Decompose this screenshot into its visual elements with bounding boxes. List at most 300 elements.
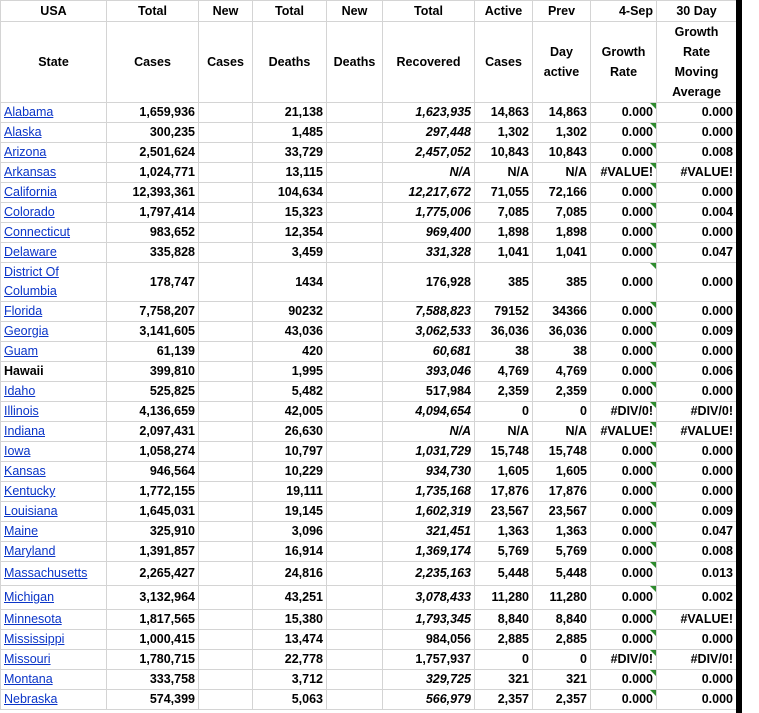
active-cell[interactable]: 5,769 <box>475 542 533 562</box>
avg-cell[interactable]: 0.000 <box>657 103 737 123</box>
total-cases-cell[interactable]: 333,758 <box>107 670 199 690</box>
recovered-cell[interactable]: 321,451 <box>383 522 475 542</box>
new-deaths-cell[interactable] <box>327 362 383 382</box>
avg-cell[interactable]: 0.009 <box>657 502 737 522</box>
total-cases-cell[interactable]: 2,265,427 <box>107 562 199 586</box>
growth-cell[interactable]: 0.000 <box>591 442 657 462</box>
active-cell[interactable]: 36,036 <box>475 322 533 342</box>
recovered-cell[interactable]: 60,681 <box>383 342 475 362</box>
new-deaths-cell[interactable] <box>327 223 383 243</box>
prev-cell[interactable]: 2,359 <box>533 382 591 402</box>
prev-cell[interactable]: 36,036 <box>533 322 591 342</box>
total-cases-cell[interactable]: 61,139 <box>107 342 199 362</box>
avg-cell[interactable]: #VALUE! <box>657 422 737 442</box>
state-cell[interactable]: Arizona <box>1 143 107 163</box>
total-deaths-cell[interactable]: 42,005 <box>253 402 327 422</box>
state-cell[interactable]: Indiana <box>1 422 107 442</box>
recovered-cell[interactable]: 297,448 <box>383 123 475 143</box>
header-cell[interactable]: 4-Sep <box>591 1 657 22</box>
avg-cell[interactable]: 0.008 <box>657 143 737 163</box>
header-cell[interactable]: New <box>327 1 383 22</box>
avg-cell[interactable]: 0.000 <box>657 302 737 322</box>
header-cell[interactable]: Recovered <box>383 22 475 103</box>
header-cell[interactable]: Prev <box>533 1 591 22</box>
prev-cell[interactable]: 8,840 <box>533 610 591 630</box>
avg-cell[interactable]: 0.006 <box>657 362 737 382</box>
total-cases-cell[interactable]: 12,393,361 <box>107 183 199 203</box>
avg-cell[interactable]: 0.000 <box>657 183 737 203</box>
state-cell[interactable]: District Of Columbia <box>1 263 107 302</box>
total-cases-cell[interactable]: 4,136,659 <box>107 402 199 422</box>
active-cell[interactable]: 0 <box>475 402 533 422</box>
total-deaths-cell[interactable]: 15,380 <box>253 610 327 630</box>
active-cell[interactable]: N/A <box>475 163 533 183</box>
prev-cell[interactable]: 14,863 <box>533 103 591 123</box>
avg-cell[interactable]: 0.013 <box>657 562 737 586</box>
new-cases-cell[interactable] <box>199 502 253 522</box>
state-cell[interactable]: Georgia <box>1 322 107 342</box>
avg-cell[interactable]: 0.000 <box>657 462 737 482</box>
state-cell[interactable]: Colorado <box>1 203 107 223</box>
growth-cell[interactable]: 0.000 <box>591 670 657 690</box>
total-cases-cell[interactable]: 335,828 <box>107 243 199 263</box>
new-cases-cell[interactable] <box>199 342 253 362</box>
state-cell[interactable]: Maine <box>1 522 107 542</box>
growth-cell[interactable]: 0.000 <box>591 263 657 302</box>
new-deaths-cell[interactable] <box>327 243 383 263</box>
recovered-cell[interactable]: 1,735,168 <box>383 482 475 502</box>
total-deaths-cell[interactable]: 10,797 <box>253 442 327 462</box>
recovered-cell[interactable]: 4,094,654 <box>383 402 475 422</box>
new-deaths-cell[interactable] <box>327 342 383 362</box>
header-cell[interactable]: Growth Rate Moving Average <box>657 22 737 103</box>
avg-cell[interactable]: 0.000 <box>657 630 737 650</box>
state-cell[interactable]: Alabama <box>1 103 107 123</box>
active-cell[interactable]: 5,448 <box>475 562 533 586</box>
total-cases-cell[interactable]: 2,097,431 <box>107 422 199 442</box>
active-cell[interactable]: 385 <box>475 263 533 302</box>
avg-cell[interactable]: 0.000 <box>657 263 737 302</box>
new-cases-cell[interactable] <box>199 586 253 610</box>
prev-cell[interactable]: 15,748 <box>533 442 591 462</box>
avg-cell[interactable]: #DIV/0! <box>657 402 737 422</box>
new-deaths-cell[interactable] <box>327 482 383 502</box>
total-deaths-cell[interactable]: 33,729 <box>253 143 327 163</box>
header-cell[interactable]: Total <box>383 1 475 22</box>
recovered-cell[interactable]: N/A <box>383 422 475 442</box>
new-cases-cell[interactable] <box>199 103 253 123</box>
active-cell[interactable]: 2,359 <box>475 382 533 402</box>
active-cell[interactable]: 2,357 <box>475 690 533 710</box>
active-cell[interactable]: 1,898 <box>475 223 533 243</box>
total-cases-cell[interactable]: 3,132,964 <box>107 586 199 610</box>
total-cases-cell[interactable]: 399,810 <box>107 362 199 382</box>
growth-cell[interactable]: 0.000 <box>591 143 657 163</box>
new-deaths-cell[interactable] <box>327 630 383 650</box>
total-deaths-cell[interactable]: 22,778 <box>253 650 327 670</box>
header-cell[interactable]: Cases <box>107 22 199 103</box>
state-cell[interactable]: Illinois <box>1 402 107 422</box>
new-deaths-cell[interactable] <box>327 103 383 123</box>
avg-cell[interactable]: 0.047 <box>657 522 737 542</box>
state-cell[interactable]: Massachusetts <box>1 562 107 586</box>
growth-cell[interactable]: 0.000 <box>591 522 657 542</box>
recovered-cell[interactable]: 2,457,052 <box>383 143 475 163</box>
header-cell[interactable]: Active <box>475 1 533 22</box>
new-cases-cell[interactable] <box>199 263 253 302</box>
new-deaths-cell[interactable] <box>327 562 383 586</box>
header-cell[interactable]: Day active <box>533 22 591 103</box>
total-cases-cell[interactable]: 1,772,155 <box>107 482 199 502</box>
total-cases-cell[interactable]: 2,501,624 <box>107 143 199 163</box>
active-cell[interactable]: 10,843 <box>475 143 533 163</box>
new-cases-cell[interactable] <box>199 382 253 402</box>
recovered-cell[interactable]: 3,062,533 <box>383 322 475 342</box>
avg-cell[interactable]: #VALUE! <box>657 163 737 183</box>
new-deaths-cell[interactable] <box>327 690 383 710</box>
active-cell[interactable]: 8,840 <box>475 610 533 630</box>
header-cell[interactable]: 30 Day <box>657 1 737 22</box>
total-deaths-cell[interactable]: 24,816 <box>253 562 327 586</box>
state-cell[interactable]: Connecticut <box>1 223 107 243</box>
recovered-cell[interactable]: 1,775,006 <box>383 203 475 223</box>
active-cell[interactable]: 11,280 <box>475 586 533 610</box>
growth-cell[interactable]: #VALUE! <box>591 163 657 183</box>
prev-cell[interactable]: 2,357 <box>533 690 591 710</box>
header-cell[interactable]: State <box>1 22 107 103</box>
growth-cell[interactable]: 0.000 <box>591 362 657 382</box>
active-cell[interactable]: 79152 <box>475 302 533 322</box>
total-cases-cell[interactable]: 7,758,207 <box>107 302 199 322</box>
new-deaths-cell[interactable] <box>327 670 383 690</box>
header-cell[interactable]: Deaths <box>327 22 383 103</box>
active-cell[interactable]: 7,085 <box>475 203 533 223</box>
new-cases-cell[interactable] <box>199 422 253 442</box>
total-deaths-cell[interactable]: 12,354 <box>253 223 327 243</box>
growth-cell[interactable]: 0.000 <box>591 690 657 710</box>
new-deaths-cell[interactable] <box>327 143 383 163</box>
new-cases-cell[interactable] <box>199 302 253 322</box>
new-deaths-cell[interactable] <box>327 203 383 223</box>
header-cell[interactable]: Total <box>253 1 327 22</box>
recovered-cell[interactable]: 1,757,937 <box>383 650 475 670</box>
total-cases-cell[interactable]: 574,399 <box>107 690 199 710</box>
total-cases-cell[interactable]: 1,024,771 <box>107 163 199 183</box>
total-cases-cell[interactable]: 1,645,031 <box>107 502 199 522</box>
prev-cell[interactable]: 38 <box>533 342 591 362</box>
avg-cell[interactable]: 0.000 <box>657 670 737 690</box>
state-cell[interactable]: Louisiana <box>1 502 107 522</box>
total-deaths-cell[interactable]: 15,323 <box>253 203 327 223</box>
growth-cell[interactable]: 0.000 <box>591 203 657 223</box>
active-cell[interactable]: 1,041 <box>475 243 533 263</box>
total-cases-cell[interactable]: 946,564 <box>107 462 199 482</box>
new-cases-cell[interactable] <box>199 243 253 263</box>
new-deaths-cell[interactable] <box>327 183 383 203</box>
active-cell[interactable]: 14,863 <box>475 103 533 123</box>
prev-cell[interactable]: 5,769 <box>533 542 591 562</box>
active-cell[interactable]: 1,605 <box>475 462 533 482</box>
active-cell[interactable]: 2,885 <box>475 630 533 650</box>
new-cases-cell[interactable] <box>199 163 253 183</box>
new-cases-cell[interactable] <box>199 362 253 382</box>
new-cases-cell[interactable] <box>199 223 253 243</box>
new-deaths-cell[interactable] <box>327 442 383 462</box>
recovered-cell[interactable]: 1,623,935 <box>383 103 475 123</box>
prev-cell[interactable]: 23,567 <box>533 502 591 522</box>
active-cell[interactable]: 71,055 <box>475 183 533 203</box>
growth-cell[interactable]: 0.000 <box>591 342 657 362</box>
growth-cell[interactable]: 0.000 <box>591 103 657 123</box>
state-cell[interactable]: Maryland <box>1 542 107 562</box>
new-deaths-cell[interactable] <box>327 610 383 630</box>
recovered-cell[interactable]: 331,328 <box>383 243 475 263</box>
state-cell[interactable]: Arkansas <box>1 163 107 183</box>
active-cell[interactable]: 23,567 <box>475 502 533 522</box>
total-deaths-cell[interactable]: 3,459 <box>253 243 327 263</box>
new-cases-cell[interactable] <box>199 183 253 203</box>
active-cell[interactable]: 17,876 <box>475 482 533 502</box>
state-cell[interactable]: Iowa <box>1 442 107 462</box>
avg-cell[interactable]: 0.008 <box>657 542 737 562</box>
growth-cell[interactable]: 0.000 <box>591 302 657 322</box>
avg-cell[interactable]: 0.004 <box>657 203 737 223</box>
state-cell[interactable]: Minnesota <box>1 610 107 630</box>
avg-cell[interactable]: 0.000 <box>657 482 737 502</box>
total-cases-cell[interactable]: 525,825 <box>107 382 199 402</box>
total-deaths-cell[interactable]: 1,485 <box>253 123 327 143</box>
new-cases-cell[interactable] <box>199 402 253 422</box>
state-cell[interactable]: Nebraska <box>1 690 107 710</box>
recovered-cell[interactable]: 1,369,174 <box>383 542 475 562</box>
total-deaths-cell[interactable]: 43,251 <box>253 586 327 610</box>
new-deaths-cell[interactable] <box>327 402 383 422</box>
recovered-cell[interactable]: 517,984 <box>383 382 475 402</box>
new-deaths-cell[interactable] <box>327 586 383 610</box>
total-deaths-cell[interactable]: 13,115 <box>253 163 327 183</box>
total-deaths-cell[interactable]: 13,474 <box>253 630 327 650</box>
state-cell[interactable]: Missouri <box>1 650 107 670</box>
total-deaths-cell[interactable]: 3,096 <box>253 522 327 542</box>
avg-cell[interactable]: 0.002 <box>657 586 737 610</box>
recovered-cell[interactable]: 7,588,823 <box>383 302 475 322</box>
total-deaths-cell[interactable]: 5,482 <box>253 382 327 402</box>
total-deaths-cell[interactable]: 1434 <box>253 263 327 302</box>
new-cases-cell[interactable] <box>199 123 253 143</box>
growth-cell[interactable]: #DIV/0! <box>591 402 657 422</box>
total-cases-cell[interactable]: 178,747 <box>107 263 199 302</box>
prev-cell[interactable]: 10,843 <box>533 143 591 163</box>
growth-cell[interactable]: 0.000 <box>591 223 657 243</box>
state-cell[interactable]: Hawaii <box>1 362 107 382</box>
total-cases-cell[interactable]: 1,817,565 <box>107 610 199 630</box>
state-cell[interactable]: Michigan <box>1 586 107 610</box>
prev-cell[interactable]: 2,885 <box>533 630 591 650</box>
state-cell[interactable]: Guam <box>1 342 107 362</box>
new-cases-cell[interactable] <box>199 630 253 650</box>
total-deaths-cell[interactable]: 21,138 <box>253 103 327 123</box>
header-cell[interactable]: Cases <box>475 22 533 103</box>
growth-cell[interactable]: 0.000 <box>591 183 657 203</box>
prev-cell[interactable]: 321 <box>533 670 591 690</box>
total-deaths-cell[interactable]: 16,914 <box>253 542 327 562</box>
growth-cell[interactable]: 0.000 <box>591 382 657 402</box>
header-cell[interactable]: New <box>199 1 253 22</box>
total-cases-cell[interactable]: 1,391,857 <box>107 542 199 562</box>
avg-cell[interactable]: 0.000 <box>657 123 737 143</box>
total-deaths-cell[interactable]: 26,630 <box>253 422 327 442</box>
growth-cell[interactable]: 0.000 <box>591 630 657 650</box>
total-cases-cell[interactable]: 300,235 <box>107 123 199 143</box>
prev-cell[interactable]: 1,302 <box>533 123 591 143</box>
prev-cell[interactable]: 1,363 <box>533 522 591 542</box>
avg-cell[interactable]: 0.000 <box>657 442 737 462</box>
recovered-cell[interactable]: 393,046 <box>383 362 475 382</box>
new-deaths-cell[interactable] <box>327 542 383 562</box>
header-cell[interactable]: USA <box>1 1 107 22</box>
new-deaths-cell[interactable] <box>327 163 383 183</box>
avg-cell[interactable]: 0.000 <box>657 342 737 362</box>
recovered-cell[interactable]: 2,235,163 <box>383 562 475 586</box>
new-deaths-cell[interactable] <box>327 322 383 342</box>
prev-cell[interactable]: 7,085 <box>533 203 591 223</box>
header-cell[interactable]: Total <box>107 1 199 22</box>
active-cell[interactable]: 1,363 <box>475 522 533 542</box>
new-deaths-cell[interactable] <box>327 263 383 302</box>
total-deaths-cell[interactable]: 43,036 <box>253 322 327 342</box>
header-cell[interactable]: Growth Rate <box>591 22 657 103</box>
prev-cell[interactable]: 5,448 <box>533 562 591 586</box>
prev-cell[interactable]: 34366 <box>533 302 591 322</box>
new-cases-cell[interactable] <box>199 650 253 670</box>
growth-cell[interactable]: 0.000 <box>591 462 657 482</box>
total-deaths-cell[interactable]: 104,634 <box>253 183 327 203</box>
state-cell[interactable]: Florida <box>1 302 107 322</box>
recovered-cell[interactable]: N/A <box>383 163 475 183</box>
active-cell[interactable]: 15,748 <box>475 442 533 462</box>
state-cell[interactable]: Alaska <box>1 123 107 143</box>
growth-cell[interactable]: 0.000 <box>591 542 657 562</box>
new-deaths-cell[interactable] <box>327 650 383 670</box>
active-cell[interactable]: 321 <box>475 670 533 690</box>
prev-cell[interactable]: 0 <box>533 402 591 422</box>
recovered-cell[interactable]: 969,400 <box>383 223 475 243</box>
growth-cell[interactable]: #DIV/0! <box>591 650 657 670</box>
prev-cell[interactable]: 1,605 <box>533 462 591 482</box>
total-cases-cell[interactable]: 1,780,715 <box>107 650 199 670</box>
total-deaths-cell[interactable]: 5,063 <box>253 690 327 710</box>
growth-cell[interactable]: 0.000 <box>591 610 657 630</box>
prev-cell[interactable]: 385 <box>533 263 591 302</box>
growth-cell[interactable]: 0.000 <box>591 123 657 143</box>
prev-cell[interactable]: 72,166 <box>533 183 591 203</box>
state-cell[interactable]: California <box>1 183 107 203</box>
new-cases-cell[interactable] <box>199 690 253 710</box>
new-cases-cell[interactable] <box>199 322 253 342</box>
new-deaths-cell[interactable] <box>327 123 383 143</box>
total-cases-cell[interactable]: 1,058,274 <box>107 442 199 462</box>
total-deaths-cell[interactable]: 90232 <box>253 302 327 322</box>
new-cases-cell[interactable] <box>199 542 253 562</box>
total-deaths-cell[interactable]: 3,712 <box>253 670 327 690</box>
active-cell[interactable]: 38 <box>475 342 533 362</box>
state-cell[interactable]: Kentucky <box>1 482 107 502</box>
avg-cell[interactable]: 0.000 <box>657 690 737 710</box>
total-cases-cell[interactable]: 1,000,415 <box>107 630 199 650</box>
prev-cell[interactable]: 11,280 <box>533 586 591 610</box>
active-cell[interactable]: 1,302 <box>475 123 533 143</box>
growth-cell[interactable]: 0.000 <box>591 482 657 502</box>
state-cell[interactable]: Idaho <box>1 382 107 402</box>
active-cell[interactable]: 0 <box>475 650 533 670</box>
new-cases-cell[interactable] <box>199 462 253 482</box>
header-cell[interactable]: Cases <box>199 22 253 103</box>
recovered-cell[interactable]: 176,928 <box>383 263 475 302</box>
recovered-cell[interactable]: 12,217,672 <box>383 183 475 203</box>
active-cell[interactable]: N/A <box>475 422 533 442</box>
growth-cell[interactable]: 0.000 <box>591 243 657 263</box>
growth-cell[interactable]: 0.000 <box>591 502 657 522</box>
new-cases-cell[interactable] <box>199 203 253 223</box>
recovered-cell[interactable]: 1,031,729 <box>383 442 475 462</box>
avg-cell[interactable]: 0.000 <box>657 223 737 243</box>
new-cases-cell[interactable] <box>199 562 253 586</box>
total-cases-cell[interactable]: 3,141,605 <box>107 322 199 342</box>
state-cell[interactable]: Montana <box>1 670 107 690</box>
prev-cell[interactable]: 1,041 <box>533 243 591 263</box>
total-deaths-cell[interactable]: 420 <box>253 342 327 362</box>
total-deaths-cell[interactable]: 19,111 <box>253 482 327 502</box>
prev-cell[interactable]: 4,769 <box>533 362 591 382</box>
new-cases-cell[interactable] <box>199 522 253 542</box>
recovered-cell[interactable]: 1,793,345 <box>383 610 475 630</box>
prev-cell[interactable]: N/A <box>533 422 591 442</box>
new-deaths-cell[interactable] <box>327 522 383 542</box>
avg-cell[interactable]: 0.047 <box>657 243 737 263</box>
new-cases-cell[interactable] <box>199 610 253 630</box>
avg-cell[interactable]: 0.009 <box>657 322 737 342</box>
new-deaths-cell[interactable] <box>327 502 383 522</box>
recovered-cell[interactable]: 1,602,319 <box>383 502 475 522</box>
new-deaths-cell[interactable] <box>327 302 383 322</box>
total-cases-cell[interactable]: 1,797,414 <box>107 203 199 223</box>
prev-cell[interactable]: 1,898 <box>533 223 591 243</box>
avg-cell[interactable]: 0.000 <box>657 382 737 402</box>
growth-cell[interactable]: 0.000 <box>591 322 657 342</box>
total-deaths-cell[interactable]: 19,145 <box>253 502 327 522</box>
recovered-cell[interactable]: 3,078,433 <box>383 586 475 610</box>
new-cases-cell[interactable] <box>199 442 253 462</box>
avg-cell[interactable]: #DIV/0! <box>657 650 737 670</box>
growth-cell[interactable]: #VALUE! <box>591 422 657 442</box>
growth-cell[interactable]: 0.000 <box>591 562 657 586</box>
prev-cell[interactable]: N/A <box>533 163 591 183</box>
state-cell[interactable]: Delaware <box>1 243 107 263</box>
new-cases-cell[interactable] <box>199 670 253 690</box>
total-cases-cell[interactable]: 1,659,936 <box>107 103 199 123</box>
prev-cell[interactable]: 0 <box>533 650 591 670</box>
recovered-cell[interactable]: 934,730 <box>383 462 475 482</box>
growth-cell[interactable]: 0.000 <box>591 586 657 610</box>
total-cases-cell[interactable]: 325,910 <box>107 522 199 542</box>
avg-cell[interactable]: #VALUE! <box>657 610 737 630</box>
total-deaths-cell[interactable]: 1,995 <box>253 362 327 382</box>
new-deaths-cell[interactable] <box>327 422 383 442</box>
total-deaths-cell[interactable]: 10,229 <box>253 462 327 482</box>
prev-cell[interactable]: 17,876 <box>533 482 591 502</box>
new-cases-cell[interactable] <box>199 143 253 163</box>
state-cell[interactable]: Kansas <box>1 462 107 482</box>
